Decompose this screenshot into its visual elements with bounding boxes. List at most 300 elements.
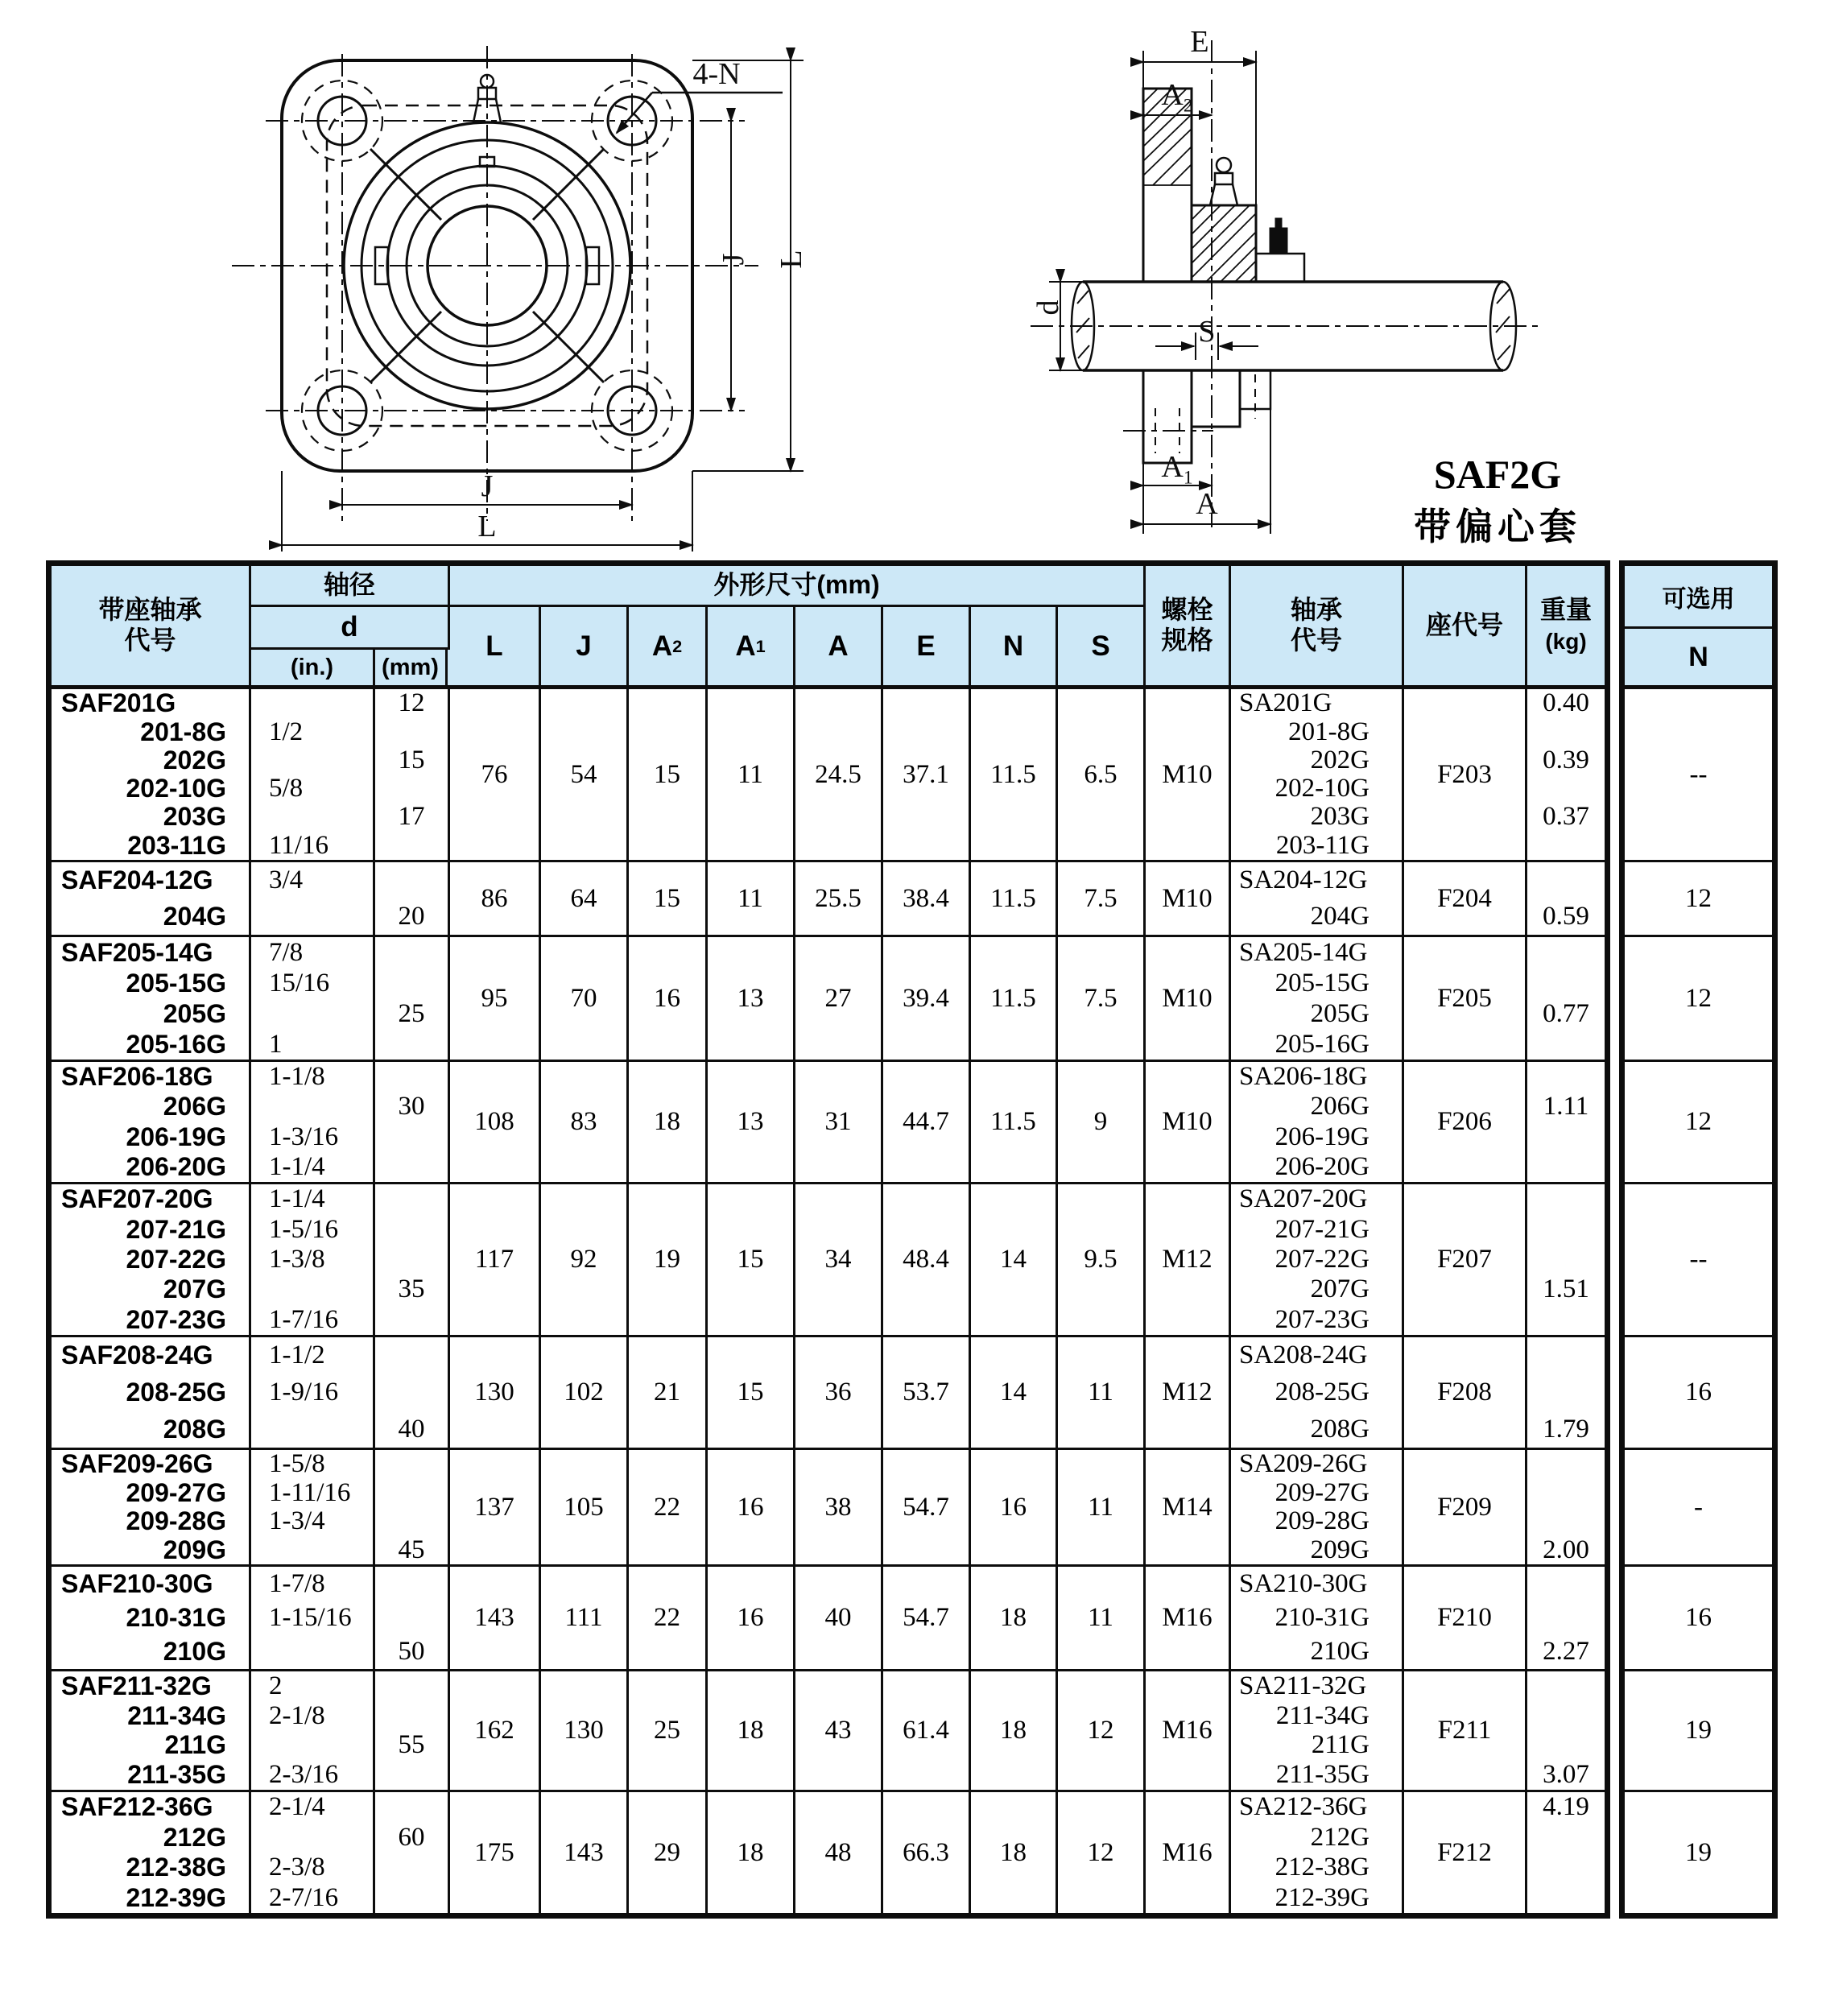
dim-a2-cell: 29 <box>629 1792 708 1913</box>
dim-a2-cell: 22 <box>629 1450 708 1564</box>
bearing-code-cell <box>1231 1671 1404 1790</box>
dim-a1-cell: 13 <box>708 937 795 1060</box>
shaft-dia-in-line: 2-1/4 <box>269 1792 325 1822</box>
dim-s-cell: 6.5 <box>1058 689 1146 860</box>
shaft-dia-mm-line: 15 <box>398 745 425 775</box>
bearing-code-line: 202G <box>1310 745 1370 775</box>
bearing-code-line: 208G <box>1310 1414 1370 1444</box>
unit-code-line: 204G <box>163 902 226 931</box>
weight-line: 0.77 <box>1543 998 1589 1028</box>
dim-n-cell: 11.5 <box>971 1062 1058 1182</box>
unit-code-line: 205-15G <box>126 968 226 998</box>
shaft-dia-mm-cell <box>375 862 450 935</box>
dim-s-cell: 11 <box>1058 1337 1146 1448</box>
shaft-dia-mm-cell <box>375 937 450 1060</box>
weight-cell <box>1527 1671 1605 1790</box>
dim-n-cell: 18 <box>971 1671 1058 1790</box>
shaft-dia-in-cell <box>251 1567 375 1669</box>
dim-j-cell: 143 <box>541 1792 629 1913</box>
shaft-dia-in-line: 1-5/16 <box>269 1214 339 1244</box>
bearing-header-line1: 轴承 <box>1290 595 1342 625</box>
shaft-dia-in-line: 1-9/16 <box>269 1378 339 1407</box>
col-header-J: J <box>541 607 629 685</box>
shaft-dia-in-line: 11/16 <box>269 830 328 860</box>
unit-code-line: SAF208-24G <box>61 1341 213 1370</box>
col-header-A2: A 2 <box>629 607 708 685</box>
front-dim-j-bottom: J <box>481 469 494 503</box>
dim-l-cell: 175 <box>450 1792 541 1913</box>
shaft-dia-in-line: 1-3/4 <box>269 1506 325 1536</box>
side-dim-e: E <box>1190 25 1209 59</box>
shaft-dia-mm-line <box>375 1374 448 1411</box>
table-row <box>52 1184 1605 1337</box>
shaft-dia-in-line <box>251 899 373 935</box>
shaft-dia-mm-cell <box>375 1567 450 1669</box>
dim-j-cell: 102 <box>541 1337 629 1448</box>
unit-code-cell <box>52 862 251 935</box>
dim-e-cell: 44.7 <box>883 1062 971 1182</box>
bearing-code-line: SA205-14G <box>1239 937 1368 967</box>
bearing-code-cell <box>1231 862 1404 935</box>
bearing-code-line: 203-11G <box>1275 830 1370 860</box>
dim-j-cell: 64 <box>541 862 629 935</box>
bearing-code-line: 205-15G <box>1274 968 1370 998</box>
unit-code-line: 207-23G <box>126 1304 226 1334</box>
dim-a-cell: 43 <box>795 1671 883 1790</box>
shaft-dia-in-cell <box>251 1792 375 1913</box>
unit-code-cell <box>52 1567 251 1669</box>
unit-code-cell <box>52 1337 251 1448</box>
shaft-dia-in-cell <box>251 1337 375 1448</box>
unit-code-line: 211-34G <box>127 1700 226 1730</box>
bearing-code-cell <box>1231 1062 1404 1182</box>
unit-code-cell <box>52 1792 251 1913</box>
weight-line <box>1527 832 1605 860</box>
unit-code-line: SAF211-32G <box>61 1671 212 1700</box>
bearing-code-line: 205G <box>1310 998 1370 1028</box>
bearing-code-line: SA209-26G <box>1239 1449 1368 1479</box>
shaft-dia-mm-line <box>375 937 448 968</box>
shaft-dia-in-line <box>251 1823 373 1853</box>
optional-n-cell: 19 <box>1625 1671 1772 1792</box>
optional-table <box>1619 560 1778 1919</box>
shaft-dia-mm-line <box>375 1122 448 1152</box>
dim-e-cell: 48.4 <box>883 1184 971 1335</box>
dim-a1-cell: 15 <box>708 1184 795 1335</box>
dim-a1-cell: 15 <box>708 1337 795 1448</box>
set-screw-icon <box>1270 218 1287 254</box>
bolt-spec-cell: M12 <box>1146 1337 1231 1448</box>
dim-n-cell: 11.5 <box>971 937 1058 1060</box>
optional-n-cell: 19 <box>1685 1837 1712 1867</box>
dim-a1-cell: 16 <box>708 1567 795 1669</box>
shaft-dia-in-cell <box>251 1450 375 1564</box>
weight-line <box>1527 1883 1605 1914</box>
bearing-code-line: SA210-30G <box>1239 1568 1368 1598</box>
unit-code-line: 207-21G <box>126 1214 226 1244</box>
dim-n-cell: 18 <box>971 1567 1058 1669</box>
side-dim-a2: $A_2$ <box>1161 78 1193 117</box>
dim-l-cell: 143 <box>450 1567 541 1669</box>
dim-s-cell: 7.5 <box>1058 862 1146 935</box>
dim-a-cell: 48 <box>795 1792 883 1913</box>
dim-e-cell: 53.7 <box>883 1337 971 1448</box>
unit-code-line: 201-8G <box>140 717 226 746</box>
weight-cell <box>1527 689 1605 860</box>
col-header-E: E <box>883 607 971 685</box>
dim-l-cell: 130 <box>450 1337 541 1448</box>
unit-code-line: 202-10G <box>126 774 226 804</box>
unit-code-line: 205G <box>163 998 226 1028</box>
shaft-dia-mm-cell <box>375 1184 450 1335</box>
seat-code-cell: F204 <box>1404 862 1527 935</box>
shaft-dia-in-line: 1-1/4 <box>269 1184 325 1214</box>
col-header-A1: A 1 <box>708 607 795 685</box>
shaft-dia-mm-line: 40 <box>398 1414 425 1444</box>
shaft-dia-mm-line <box>375 1792 448 1823</box>
bolt-spec-cell: M10 <box>1146 937 1231 1060</box>
shaft-dia-in-cell <box>251 1062 375 1182</box>
col-header-bearing-code <box>1231 566 1404 685</box>
bolt-spec-cell: M16 <box>1146 1567 1231 1669</box>
seat-code-cell: F205 <box>1404 937 1527 1060</box>
weight-line <box>1527 1374 1605 1411</box>
col-header-bolt-spec <box>1146 566 1231 685</box>
dim-e-cell: 39.4 <box>883 937 971 1060</box>
col-group-shaft-diameter <box>251 566 450 685</box>
dim-n-cell: 14 <box>971 1337 1058 1448</box>
shaft-dia-in-line <box>251 1635 373 1669</box>
shaft-dia-in-cell <box>251 937 375 1060</box>
shaft-dia-in-line: 2-7/16 <box>269 1882 339 1912</box>
weight-cell <box>1527 862 1605 935</box>
bearing-code-line: 207-22G <box>1274 1245 1370 1274</box>
dim-a2-cell: 25 <box>629 1671 708 1790</box>
dim-a2-cell: 19 <box>629 1184 708 1335</box>
dim-a2-cell: 18 <box>629 1062 708 1182</box>
dim-n-cell: 16 <box>971 1450 1058 1564</box>
weight-line <box>1527 1245 1605 1274</box>
bearing-code-line: 201-8G <box>1288 717 1370 746</box>
bearing-code-cell <box>1231 1184 1404 1335</box>
weight-line <box>1527 1701 1605 1731</box>
bearing-code-line: 209G <box>1310 1535 1370 1564</box>
col-header-S: S <box>1058 607 1146 685</box>
shaft-dia-in-line: 1-1/4 <box>269 1151 325 1181</box>
weight-line <box>1527 717 1605 746</box>
bearing-code-line: 206G <box>1310 1092 1370 1122</box>
dim-j-cell: 130 <box>541 1671 629 1790</box>
weight-line <box>1527 1567 1605 1601</box>
shaft-dia-mm-line <box>375 832 448 860</box>
unit-code-line: SAF201G <box>61 688 176 718</box>
dim-a-cell: 34 <box>795 1184 883 1335</box>
dim-j-cell: 92 <box>541 1184 629 1335</box>
weight-line <box>1527 1214 1605 1244</box>
table-row <box>52 1337 1605 1450</box>
shaft-dia-mm-line: 50 <box>398 1637 425 1667</box>
shaft-dia-mm-line <box>375 1479 448 1508</box>
dim-n-cell: 11.5 <box>971 689 1058 860</box>
dim-a1-cell: 11 <box>708 689 795 860</box>
unit-code-line1: 带座轴承 <box>98 595 202 625</box>
unit-code-line: 207-22G <box>126 1245 226 1274</box>
shaft-dia-mm-line: 55 <box>398 1730 425 1760</box>
shaft-dia-in-line: 1/2 <box>269 717 304 746</box>
table-row <box>52 1792 1605 1913</box>
shaft-dia-mm-line <box>375 775 448 803</box>
shaft-dia-in-line: 1-7/8 <box>269 1568 325 1598</box>
weight-line <box>1527 1479 1605 1508</box>
unit-code-line: SAF205-14G <box>61 937 213 967</box>
table-row <box>52 1567 1605 1671</box>
bearing-code-line: 212G <box>1310 1822 1370 1852</box>
dim-e-cell: 54.7 <box>883 1450 971 1564</box>
unit-code-line: 212G <box>163 1822 226 1852</box>
shaft-dia-in-line: 1-3/8 <box>269 1245 325 1274</box>
shaft-dia-in-line: 15/16 <box>269 968 330 998</box>
col-header-outline-dims: 外形尺寸(mm) <box>450 566 1146 607</box>
bearing-code-line: 211-34G <box>1275 1700 1370 1730</box>
shaft-dia-mm-line <box>375 1337 448 1374</box>
front-dim-l-right: L <box>775 250 808 269</box>
dim-a1-cell: 18 <box>708 1671 795 1790</box>
bearing-code-line: SA211-32G <box>1239 1671 1367 1700</box>
unit-code-line2: 代号 <box>124 626 176 655</box>
dim-s-cell: 12 <box>1058 1671 1146 1790</box>
dim-j-cell: 54 <box>541 689 629 860</box>
shaft-dia-mm-line <box>375 1701 448 1731</box>
shaft-dia-in-line: 2-3/8 <box>269 1853 325 1882</box>
shaft-dia-mm-line: 35 <box>398 1274 425 1304</box>
series-description: 带偏心套 <box>1414 506 1581 547</box>
weight-line <box>1527 1029 1605 1060</box>
weight-line <box>1527 1507 1605 1536</box>
unit-code-line: 203G <box>163 802 226 832</box>
seat-code-cell: F207 <box>1404 1184 1527 1335</box>
bearing-code-line: 211-35G <box>1275 1760 1370 1790</box>
dim-l-cell: 137 <box>450 1450 541 1564</box>
unit-code-cell <box>52 1450 251 1564</box>
weight-line <box>1527 1450 1605 1479</box>
shaft-dia-mm-line <box>375 1184 448 1214</box>
bolt-spec-cell: M10 <box>1146 689 1231 860</box>
bearing-code-line: SA201G <box>1239 688 1332 718</box>
bearing-code-line: 209-28G <box>1274 1506 1370 1536</box>
unit-code-line: SAF210-30G <box>61 1568 213 1598</box>
optional-n-cell: 12 <box>1625 862 1772 937</box>
bearing-code-line: 207-23G <box>1274 1304 1370 1334</box>
shaft-dia-mm-line <box>375 968 448 998</box>
shaft-dia-mm-line <box>375 1214 448 1244</box>
dim-s-cell: 9 <box>1058 1062 1146 1182</box>
bolt-header-line1: 螺栓 <box>1161 595 1213 625</box>
spec-table <box>46 560 1610 1919</box>
col-header-A: A <box>795 607 883 685</box>
side-dim-d: d <box>1031 300 1065 316</box>
bolt-spec-cell: M16 <box>1146 1671 1231 1790</box>
unit-code-line: 212-39G <box>126 1882 226 1912</box>
dim-a-cell: 40 <box>795 1567 883 1669</box>
shaft-dia-in-cell <box>251 1184 375 1335</box>
dim-n-cell: 14 <box>971 1184 1058 1335</box>
shaft-dia-in-line <box>251 1536 373 1565</box>
dim-s-cell: 7.5 <box>1058 937 1146 1060</box>
unit-code-line: SAF212-36G <box>61 1792 213 1822</box>
shaft-dia-mm-line <box>375 1152 448 1182</box>
col-header-N: N <box>971 607 1058 685</box>
dim-a-cell: 25.5 <box>795 862 883 935</box>
weight-cell <box>1527 937 1605 1060</box>
weight-line <box>1527 1601 1605 1634</box>
bearing-code-line: 205-16G <box>1274 1029 1370 1059</box>
dim-a-cell: 31 <box>795 1062 883 1182</box>
unit-code-line: 212-38G <box>126 1853 226 1882</box>
dim-j-cell: 111 <box>541 1567 629 1669</box>
bolt-header-line2: 规格 <box>1161 626 1213 655</box>
col-header-seat-code: 座代号 <box>1404 566 1527 685</box>
shaft-dia-in-line <box>251 1092 373 1122</box>
shaft-dia-mm-line <box>375 1601 448 1634</box>
bearing-code-cell <box>1231 1792 1404 1913</box>
dim-a1-cell: 16 <box>708 1450 795 1564</box>
bearing-code-line: SA208-24G <box>1239 1341 1368 1370</box>
unit-code-line: 208G <box>163 1414 226 1444</box>
weight-line: 2.27 <box>1543 1637 1589 1667</box>
shaft-dia-mm-line: 17 <box>398 802 425 832</box>
grease-fitting-icon <box>1210 158 1237 205</box>
optional-n-cell: 16 <box>1625 1337 1772 1450</box>
shaft-dia-mm-line <box>375 862 448 899</box>
front-dim-l-bottom: L <box>477 510 497 543</box>
weight-line: 1.11 <box>1543 1092 1589 1122</box>
unit-code-cell <box>52 689 251 860</box>
dim-e-cell: 37.1 <box>883 689 971 860</box>
dim-a2-cell: 15 <box>629 689 708 860</box>
col-header-unit-code <box>52 566 251 685</box>
shaft-dia-mm-line: 25 <box>398 998 425 1028</box>
front-dim-j-right: J <box>717 253 750 266</box>
dim-a-cell: 36 <box>795 1337 883 1448</box>
weight-line <box>1527 1337 1605 1374</box>
bolt-spec-cell: M12 <box>1146 1184 1231 1335</box>
weight-line <box>1527 1184 1605 1214</box>
bearing-code-line: 210G <box>1310 1637 1370 1667</box>
seat-code-cell: F210 <box>1404 1567 1527 1669</box>
shaft-dia-in-cell <box>251 689 375 860</box>
unit-code-line: 211G <box>164 1730 226 1760</box>
shaft-dia-mm-line <box>375 1567 448 1601</box>
bolt-count-label: 4-N <box>692 57 741 91</box>
series-label <box>1353 451 1642 551</box>
unit-code-line: 210-31G <box>126 1602 226 1632</box>
unit-code-line: 209-28G <box>126 1506 226 1536</box>
weight-line <box>1527 775 1605 803</box>
shaft-dia-mm-cell <box>375 1337 450 1448</box>
bearing-code-line: SA206-18G <box>1239 1062 1368 1092</box>
shaft-dia-in-line <box>251 998 373 1029</box>
shaft-dia-mm-line <box>375 1883 448 1914</box>
bolt-spec-cell: M10 <box>1146 862 1231 935</box>
bolt-spec-cell: M14 <box>1146 1450 1231 1564</box>
weight-line: 0.37 <box>1543 802 1589 832</box>
shaft-dia-in-line: 1-5/8 <box>269 1449 325 1479</box>
optional-n-cell: - <box>1625 1450 1772 1567</box>
bearing-code-cell <box>1231 937 1404 1060</box>
unit-code-line: SAF207-20G <box>61 1184 213 1214</box>
series-code: SAF2G <box>1433 452 1562 497</box>
weight-line <box>1527 937 1605 968</box>
weight-line <box>1527 1823 1605 1853</box>
col-group-outline-dims <box>450 566 1146 685</box>
shaft-dia-mm-line <box>375 1450 448 1479</box>
shaft-dia-mm-line <box>375 1671 448 1701</box>
dim-a2-cell: 22 <box>629 1567 708 1669</box>
dim-j-cell: 70 <box>541 937 629 1060</box>
dim-s-cell: 9.5 <box>1058 1184 1146 1335</box>
unit-code-line: SAF204-12G <box>61 865 213 894</box>
table-row <box>52 1671 1605 1792</box>
weight-cell <box>1527 1792 1605 1913</box>
shaft-dia-in-line: 1 <box>269 1029 283 1059</box>
unit-code-line: 206-19G <box>126 1122 226 1151</box>
dim-l-cell: 86 <box>450 862 541 935</box>
optional-n-cell: 12 <box>1625 1062 1772 1184</box>
shaft-dia-mm-line <box>375 1029 448 1060</box>
dim-e-cell: 66.3 <box>883 1792 971 1913</box>
seat-code-cell: F208 <box>1404 1337 1527 1448</box>
table-row <box>52 1450 1605 1567</box>
shaft-dia-in-line: 2-3/16 <box>269 1760 339 1790</box>
weight-line <box>1527 1853 1605 1883</box>
bearing-code-line: 203G <box>1310 802 1370 832</box>
dim-n-cell: 11.5 <box>971 862 1058 935</box>
dim-a1-cell: 13 <box>708 1062 795 1182</box>
weight-line: 4.19 <box>1543 1792 1589 1822</box>
shaft-dia-in-line: 5/8 <box>269 774 304 804</box>
unit-code-line: 206-20G <box>126 1151 226 1181</box>
bearing-code-line: 209-27G <box>1274 1477 1370 1507</box>
shaft-dia-in-line <box>251 803 373 831</box>
unit-code-line: 205-16G <box>126 1029 226 1059</box>
shaft-dia-mm-cell <box>375 1792 450 1913</box>
shaft-dia-mm-line <box>375 1507 448 1536</box>
seat-code-cell: F203 <box>1404 689 1527 860</box>
shaft-dia-in-line: 7/8 <box>269 937 304 967</box>
table-row <box>52 937 1605 1062</box>
table-header <box>52 566 1605 689</box>
dim-e-cell: 38.4 <box>883 862 971 935</box>
bearing-code-line: SA212-36G <box>1239 1792 1368 1822</box>
table-row <box>52 1062 1605 1184</box>
dim-a2-cell: 15 <box>629 862 708 935</box>
shaft-dia-mm-cell <box>375 1062 450 1182</box>
shaft-dia-mm-line <box>375 1062 448 1092</box>
weight-line <box>1527 862 1605 899</box>
dim-j-cell: 105 <box>541 1450 629 1564</box>
bolt-spec-cell: M10 <box>1146 1062 1231 1182</box>
shaft-dia-mm-cell <box>375 689 450 860</box>
optional-n-cell: 12 <box>1625 937 1772 1062</box>
shaft-dia-in-line <box>251 1274 373 1304</box>
unit-code-line: 208-25G <box>126 1378 226 1407</box>
dim-l-cell: 95 <box>450 937 541 1060</box>
unit-code-line: 209G <box>163 1535 226 1564</box>
weight-line: 0.59 <box>1543 902 1589 931</box>
weight-line <box>1527 1305 1605 1335</box>
optional-n-cell: -- <box>1625 689 1772 862</box>
table-row <box>52 689 1605 862</box>
